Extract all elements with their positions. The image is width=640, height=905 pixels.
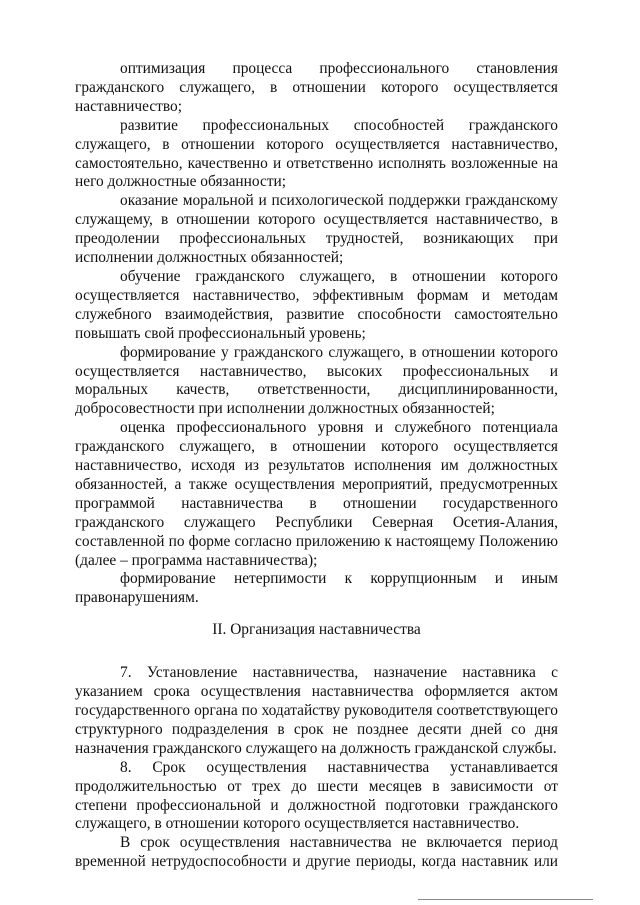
paragraph-item-8: 8. Срок осуществления наставничества устанавливается продолжительностью от трех до шести месяцев в зависимости от степени профессиональной и должностной подготовки гражданского служащего, в отношении которого осуществляется наставничество. [75, 758, 558, 833]
paragraph-development: развитие профессиональных способностей гражданского служащего, в отношении которого осуществляется наставничество, самостоятельно, качественно и ответственно исполнять возложенные на него должностные обязанности; [75, 116, 558, 191]
document-body [75, 60, 558, 872]
section-heading: II. Организация наставничества [212, 621, 421, 639]
paragraph-period-exclusion: В срок осуществления наставничества не включается период временной нетрудоспособности и другие периоды, когда наставник или [75, 834, 558, 871]
paragraph-assessment: оценка профессионального уровня и служебного потенциала гражданского служащего, в отношении которого осуществляется наставничество, исходя из результатов исполнения им должностных обязанностей, а также осуществления мероприятий, предусмотренных программой наставничества в отношении государственного гражданского служащего Республики Северная Осетия-Алания, составленной по форме согласно приложению к настоящему Положению (далее – программа наставничества); [75, 419, 558, 569]
paragraph-support: оказание моральной и психологической поддержки гражданскому служащему, в отношении которого осуществляется наставничество, в преодолении профессиональных трудностей, возникающих при исполнении должностных обязанностей; [75, 192, 558, 267]
paragraph-training: обучение гражданского служащего, в отношении которого осуществляется наставничество, эффективным формам и методам служебного взаимодействия, развитие способности самостоятельно повышать свой профессиональный уровень; [75, 267, 558, 342]
paragraph-optimization: оптимизация процесса профессионального становления гражданского служащего, в отношении которого осуществляется наставничество; [75, 60, 558, 115]
scan-artifact-line [418, 899, 593, 900]
paragraph-intolerance: формирование нетерпимости к коррупционным и иным правонарушениям. [75, 570, 558, 607]
paragraph-item-7: 7. Установление наставничества, назначение наставника с указанием срока осуществления наставничества оформляется актом государственного органа по ходатайству руководителя соответствующего структурного подразделения в срок не позднее десяти дней со дня назначения гражданского служащего на должность гражданской службы. [75, 664, 558, 757]
paragraph-formation: формирование у гражданского служащего, в отношении которого осуществляется наставничество, высоких профессиональных и моральных качеств, ответственности, дисциплинированности, добросовестности при исполнении должностных обязанностей; [75, 343, 558, 418]
